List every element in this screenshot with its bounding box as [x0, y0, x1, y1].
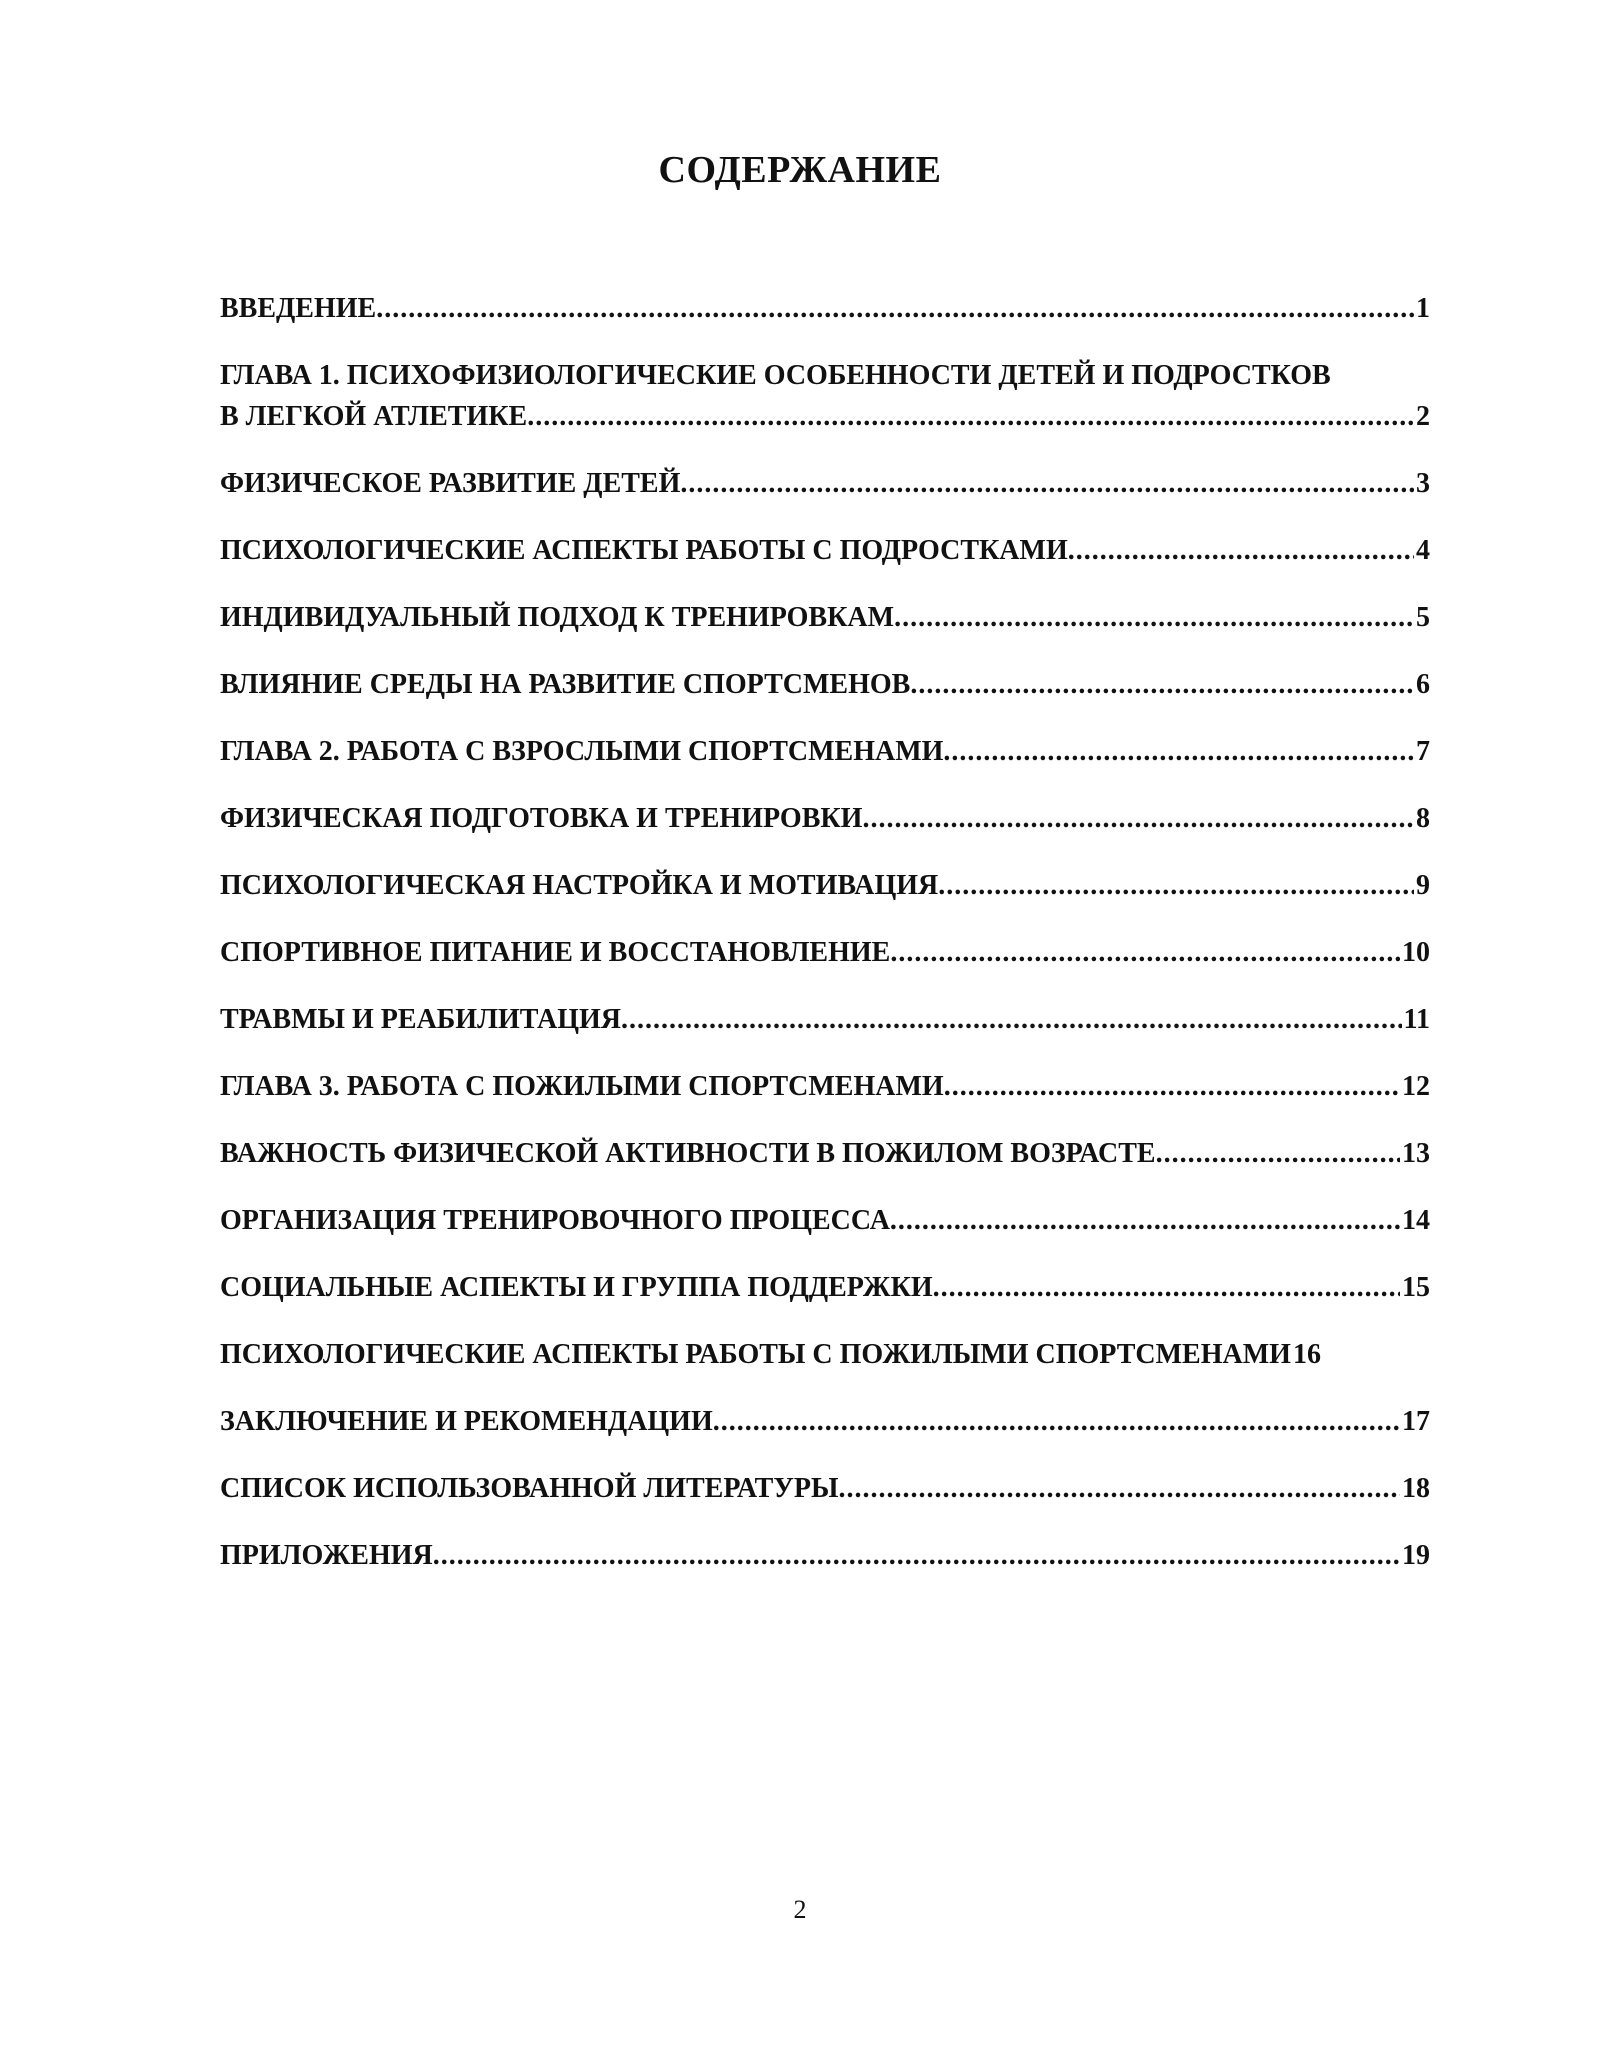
toc-entry-title: СОЦИАЛЬНЫЕ АСПЕКТЫ И ГРУППА ПОДДЕРЖКИ — [220, 1272, 933, 1303]
toc-dot-leader — [838, 1468, 1400, 1509]
toc-entry-page-number: 2 — [1416, 401, 1430, 432]
toc-entry[interactable] — [220, 530, 1430, 571]
toc-entry-page-number: 8 — [1416, 803, 1430, 834]
toc-entry-row — [220, 798, 1430, 839]
toc-entry-page-number: 18 — [1402, 1473, 1430, 1504]
toc-heading: СОДЕРЖАНИЕ — [658, 149, 942, 191]
toc-entry-row — [220, 1468, 1430, 1509]
toc-entry-row — [220, 932, 1430, 973]
toc-dot-leader — [862, 798, 1414, 839]
toc-entry-title: ВАЖНОСТЬ ФИЗИЧЕСКОЙ АКТИВНОСТИ В ПОЖИЛОМ ВОЗРАСТЕ — [220, 1138, 1156, 1169]
toc-entry[interactable] — [220, 1334, 1430, 1375]
toc-entry[interactable] — [220, 1401, 1430, 1442]
toc-entry-page-number: 11 — [1403, 1004, 1430, 1035]
toc-entry-row — [220, 664, 1430, 705]
toc-entry-title: ФИЗИЧЕСКАЯ ПОДГОТОВКА И ТРЕНИРОВКИ — [220, 803, 863, 834]
toc-entry-row — [220, 1133, 1430, 1174]
toc-dot-leader — [680, 463, 1414, 504]
toc-dot-leader — [1068, 530, 1414, 571]
toc-dot-leader — [894, 597, 1414, 638]
toc-entry-page-number: 6 — [1416, 669, 1430, 700]
toc-entry-title: ГЛАВА 3. РАБОТА С ПОЖИЛЫМИ СПОРТСМЕНАМИ — [220, 1071, 944, 1102]
table-of-contents — [220, 288, 1450, 1602]
toc-entry[interactable] — [220, 1200, 1430, 1241]
toc-entry-row — [220, 530, 1430, 571]
toc-entry[interactable] — [220, 463, 1430, 504]
toc-dot-leader — [621, 999, 1402, 1040]
toc-entry-title: ФИЗИЧЕСКОЕ РАЗВИТИЕ ДЕТЕЙ — [220, 468, 681, 499]
toc-entry-title: ОРГАНИЗАЦИЯ ТРЕНИРОВОЧНОГО ПРОЦЕССА — [220, 1205, 890, 1236]
toc-entry-row — [220, 1401, 1430, 1442]
toc-entry[interactable] — [220, 932, 1430, 973]
toc-entry-title: ПСИХОЛОГИЧЕСКИЕ АСПЕКТЫ РАБОТЫ С ПОЖИЛЫМИ СПОРТСМЕНАМИ — [220, 1339, 1291, 1370]
toc-entry-page-number: 9 — [1416, 870, 1430, 901]
toc-entry[interactable] — [220, 1468, 1430, 1509]
toc-entry[interactable] — [220, 597, 1430, 638]
toc-entry-row — [220, 288, 1430, 329]
toc-entry-page-number: 14 — [1402, 1205, 1430, 1236]
toc-dot-leader — [713, 1401, 1400, 1442]
toc-entry-page-number: 4 — [1416, 535, 1430, 566]
toc-entry-title: СПОРТИВНОЕ ПИТАНИЕ И ВОССТАНОВЛЕНИЕ — [220, 937, 891, 968]
toc-entry-page-number: 1 — [1416, 293, 1430, 324]
toc-entry-page-number: 12 — [1402, 1071, 1430, 1102]
toc-entry-title: ВЛИЯНИЕ СРЕДЫ НА РАЗВИТИЕ СПОРТСМЕНОВ — [220, 669, 911, 700]
toc-entry-title: ПСИХОЛОГИЧЕСКАЯ НАСТРОЙКА И МОТИВАЦИЯ — [220, 870, 939, 901]
toc-entry-row — [220, 999, 1430, 1040]
toc-entry-title: СПИСОК ИСПОЛЬЗОВАННОЙ ЛИТЕРАТУРЫ — [220, 1473, 839, 1504]
toc-entry-row — [220, 1066, 1430, 1107]
toc-entry[interactable] — [220, 355, 1430, 437]
toc-entry[interactable] — [220, 865, 1430, 906]
toc-entry-title: ПСИХОЛОГИЧЕСКИЕ АСПЕКТЫ РАБОТЫ С ПОДРОСТКАМИ — [220, 535, 1068, 566]
toc-entry[interactable] — [220, 999, 1430, 1040]
toc-entry-page-number: 3 — [1416, 468, 1430, 499]
toc-dot-leader — [933, 1267, 1400, 1308]
toc-dot-leader — [938, 865, 1414, 906]
toc-entry[interactable] — [220, 1267, 1430, 1308]
toc-entry-title-line1: ГЛАВА 1. ПСИХОФИЗИОЛОГИЧЕСКИЕ ОСОБЕННОСТИ ДЕТЕЙ И ПОДРОСТКОВ — [220, 360, 1331, 391]
toc-entry-title: ТРАВМЫ И РЕАБИЛИТАЦИЯ — [220, 1004, 622, 1035]
toc-entry-title: ИНДИВИДУАЛЬНЫЙ ПОДХОД К ТРЕНИРОВКАМ — [220, 602, 895, 633]
toc-entry-title: ЗАКЛЮЧЕНИЕ И РЕКОМЕНДАЦИИ — [220, 1406, 713, 1437]
toc-entry-row — [220, 463, 1430, 504]
toc-dot-leader — [890, 932, 1400, 973]
toc-dot-leader — [944, 1066, 1400, 1107]
toc-entry-row — [220, 396, 1430, 437]
toc-entry[interactable] — [220, 731, 1430, 772]
toc-entry-page-number: 17 — [1402, 1406, 1430, 1437]
toc-dot-leader — [890, 1200, 1400, 1241]
toc-entry-row — [220, 731, 1430, 772]
toc-entry[interactable] — [220, 798, 1430, 839]
toc-entry[interactable] — [220, 288, 1430, 329]
toc-entry-page-number: 5 — [1416, 602, 1430, 633]
toc-entry-page-number: 10 — [1402, 937, 1430, 968]
toc-entry-title: ПРИЛОЖЕНИЯ — [220, 1540, 433, 1571]
toc-entry-row — [220, 1200, 1430, 1241]
toc-entry-page-number: 15 — [1402, 1272, 1430, 1303]
toc-entry[interactable] — [220, 664, 1430, 705]
toc-entry[interactable] — [220, 1535, 1430, 1576]
toc-entry-page-number: 19 — [1402, 1540, 1430, 1571]
toc-entry-row — [220, 1267, 1430, 1308]
toc-entry-row — [220, 865, 1430, 906]
toc-entry-page-number: 7 — [1416, 736, 1430, 767]
toc-entry-title: ГЛАВА 2. РАБОТА С ВЗРОСЛЫМИ СПОРТСМЕНАМИ — [220, 736, 944, 767]
toc-dot-leader — [1156, 1133, 1400, 1174]
toc-entry-row — [220, 597, 1430, 638]
toc-entry-row — [220, 1334, 1430, 1375]
toc-dot-leader — [527, 396, 1414, 437]
toc-entry-row — [220, 1535, 1430, 1576]
toc-dot-leader — [910, 664, 1414, 705]
toc-entry-page-number: 13 — [1402, 1138, 1430, 1169]
toc-entry-title: ВВЕДЕНИЕ — [220, 293, 377, 324]
page-number: 2 — [793, 1895, 807, 1924]
toc-entry-page-number: 16 — [1292, 1339, 1321, 1370]
toc-entry[interactable] — [220, 1066, 1430, 1107]
toc-dot-leader — [376, 288, 1414, 329]
toc-dot-leader — [943, 731, 1414, 772]
toc-entry-title: В ЛЕГКОЙ АТЛЕТИКЕ — [220, 401, 528, 432]
toc-entry[interactable] — [220, 1133, 1430, 1174]
toc-dot-leader — [433, 1535, 1400, 1576]
